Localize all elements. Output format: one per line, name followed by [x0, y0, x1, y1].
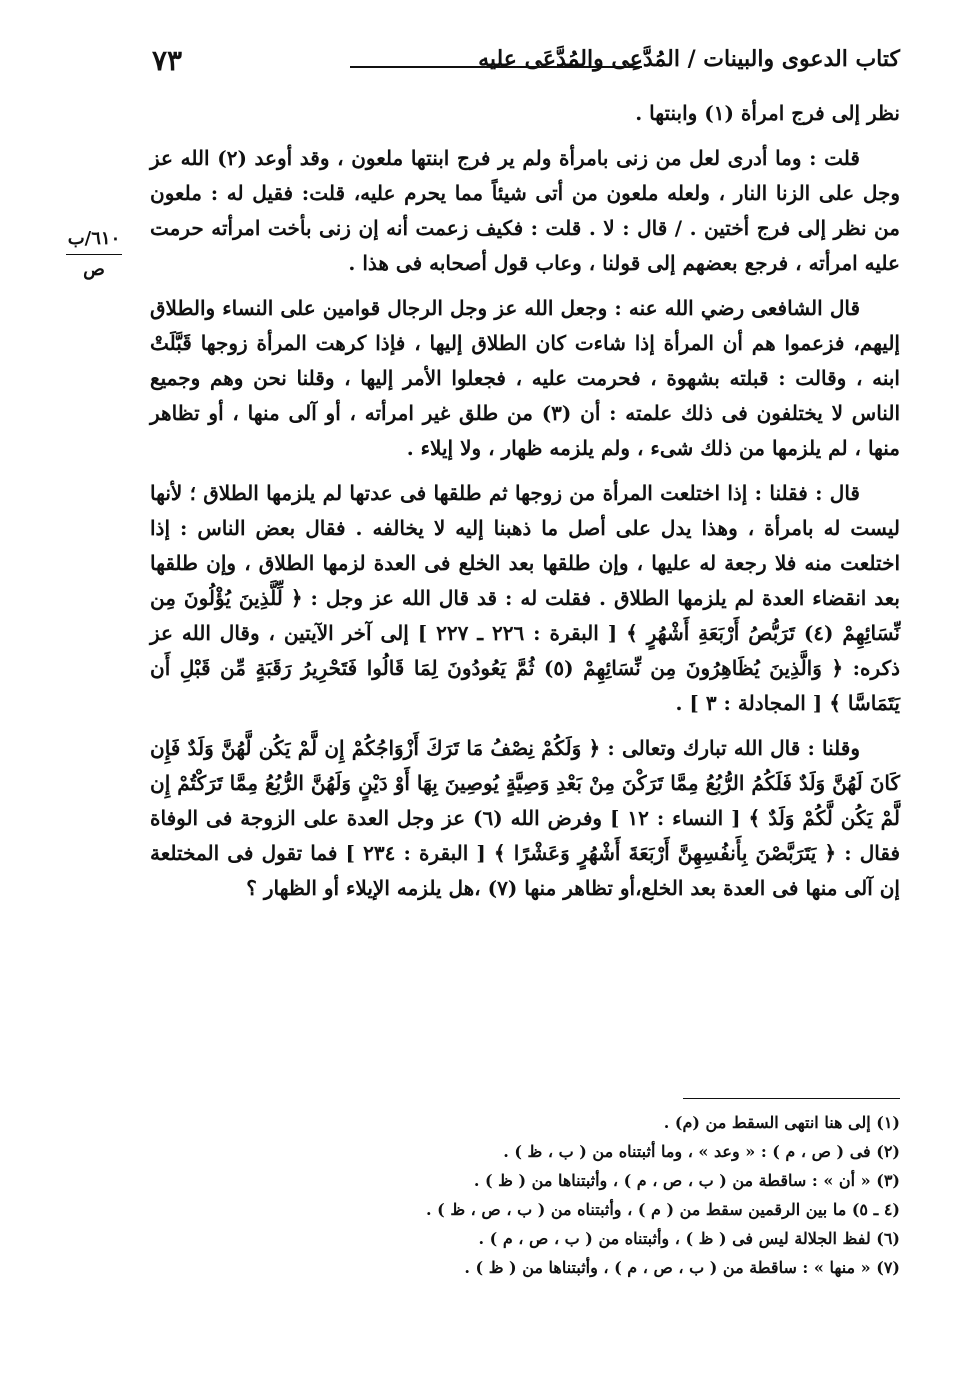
folio-number: ٦١٠/ب: [67, 228, 121, 249]
folio-rule: [66, 254, 122, 255]
page-number: ٧٣: [152, 44, 183, 77]
paragraph: قال الشافعى رضي الله عنه : وجعل الله عز وجل الرجال قوامين على النساء والطلاق إليهم، فزعموا هم أن المرأة إذا شاءت كان الطلاق إليها ، فإذا كرهت المرأة زوجها قَبَّلَتْ ابنه ، وقالت : قبلته بشهوة ، فحرمت عليه ، فجعلوا الأمر إليها ، وقلنا نحن وهم وجميع الناس لا يختلفون فى ذلك علمته : أن (٣) من طلق غير امرأته ، أو آلى منها ، أو تظاهر منها ، لم يلزمها من ذلك شىء ، ولم يلزمه ظهار ، ولا إيلاء .: [150, 296, 900, 460]
folio-siglum: ص: [83, 259, 105, 280]
paragraph: قال : فقلنا : إذا اختلعت المرأة من زوجها ثم طلقها فى عدتها لم يلزمها الطلاق ؛ لأنها ليست له بامرأة ، وهذا يدل على أصل ما ذهبنا إليه لا يخالفه . فقال بعض الناس : إذا اختلعت منه فلا رجعة له عليها ، وإن طلقها بعد الخلع فى العدة لزمها الطلاق ، وإن طلقها بعد انقضاء العدة لم يلزمها الطلاق . فقلت له : قد قال الله عز وجل : ﴿ لِّلَّذِينَ يُؤْلُونَ مِن نِّسَائِهِمْ (٤) تَرَبُّصُ أَرْبَعَةِ أَشْهُرٍ ﴾ [ البقرة : ٢٢٦ ـ ٢٢٧ ] إلى آخر الآيتين ، وقال الله عز ذكره: ﴿ وَالَّذِينَ يُظَاهِرُونَ مِن نِّسَائِهِمْ (٥) ثُمَّ يَعُودُونَ لِمَا قَالُوا فَتَحْرِيرُ رَقَبَةٍ مِّن قَبْلِ أَن يَتَمَاسَّا ﴾ [ المجادلة : ٣ ] .: [150, 481, 901, 715]
footnote: (٤ ـ ٥) ما بين الرقمين سقط من ( م ) ، وأثبتناه من ( ب ، ص ، ظ ) .: [426, 1200, 900, 1219]
footnote: (٦) لفظ الجلالة ليس فى ( ظ ) ، وأثبتناه من ( ب ، ص ، م ) .: [478, 1229, 900, 1248]
paragraph: قلت : وما أدرى لعل من زنى بامرأة ولم ير فرج ابنتها ملعون ، وقد أوعد (٢) الله عز وجل على الزنا النار ، ولعله ملعون من أتى شيئاً مما يحرم عليه، قلت: فقيل له : ملعون من نظر إلى فرج أختين . / قال : لا . قلت : فكيف زعمت أنه إن زنى بأخت امرأته حرمت عليه امرأته ، فرجع بعضهم إلى قولنا ، وعاب قول أصحابه فى هذا .: [150, 146, 900, 275]
paragraph: وقلنا : قال الله تبارك وتعالى : ﴿ وَلَكُمْ نِصْفُ مَا تَرَكَ أَزْوَاجُكُمْ إِن لَّمْ يَكُن لَّهُنَّ وَلَدٌ فَإِن كَانَ لَهُنَّ وَلَدٌ فَلَكُمُ الرُّبُعُ مِمَّا تَرَكْنَ مِنْ بَعْدِ وَصِيَّةٍ يُوصِينَ بِهَا أَوْ دَيْنٍ وَلَهُنَّ الرُّبُعُ مِمَّا تَرَكْتُمْ إِن لَّمْ يَكُن لَّكُمْ وَلَدٌ ﴾ [ النساء : ١٢ ] وفرض الله (٦) عز وجل العدة على الزوجة فى الوفاة فقال : ﴿ يَتَرَبَّصْنَ بِأَنفُسِهِنَّ أَرْبَعَةَ أَشْهُرٍ وَعَشْرًا ﴾ [ البقرة : ٢٣٤ ] فما تقول فى المختلعة إن آلى منها فى العدة بعد الخلع،أو تظاهر منها (٧) ،هل يلزمه الإيلاء أو الظهار ؟: [150, 736, 901, 900]
manuscript-folio-note: [62, 226, 126, 283]
footnote: (٧) « منها » : ساقطة من ( ب ، ص ، م ) ، وأثبتناها من ( ظ ) .: [464, 1258, 900, 1277]
footnote: (٣) « أن » : ساقطة من ( ب ، ص ، م ) ، وأثبتناها من ( ظ ) .: [473, 1171, 900, 1190]
running-title: كتاب الدعوى والبينات / المُدَّعِى والمُدَّعَى عليه: [478, 46, 900, 72]
footnote-separator: [683, 1098, 900, 1099]
footnote: (١) إلى هنا انتهى السقط من (م) .: [663, 1113, 900, 1132]
paragraph: نظر إلى فرج امرأة (١) وابنتها .: [635, 101, 900, 125]
main-text: [150, 96, 900, 916]
footnotes: [360, 1108, 900, 1282]
page-header: [140, 42, 900, 82]
footnote: (٢) فى ( ص ، م ) : « وعد » ، وما أثبتناه من ( ب ، ظ ) .: [503, 1142, 900, 1161]
